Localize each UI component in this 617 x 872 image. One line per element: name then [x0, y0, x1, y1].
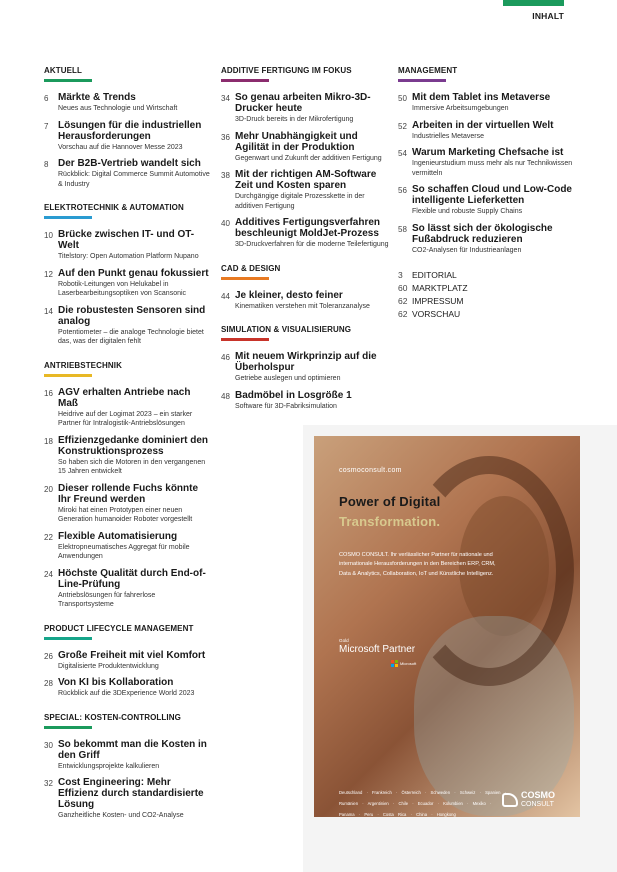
page-number: 46: [221, 353, 230, 362]
logo-word-2: CONSULT: [521, 801, 554, 808]
page-number: 3: [398, 270, 403, 280]
entry-title: So lässt sich der ökologische Fußabdruck reduzieren: [412, 222, 553, 245]
entry-subtitle: Flexible und robuste Supply Chains: [412, 208, 523, 215]
entry-subtitle: Vorschau auf die Hannover Messe 2023: [58, 143, 183, 151]
entry-title: Märkte & Trends: [58, 92, 136, 103]
header-accent-bar: [503, 0, 564, 6]
toc-entry[interactable]: [398, 223, 573, 256]
entry-title: Dieser rollende Fuchs könnte Ihr Freund werden: [58, 482, 199, 505]
section-color-line: [398, 79, 446, 82]
page-number: 48: [221, 391, 230, 401]
section-color-line: [221, 79, 269, 82]
entry-subtitle: Kinematiken verstehen mit Toleranzanalyse: [235, 302, 370, 310]
page-number: 52: [398, 121, 407, 131]
entry-title: Höchste Qualität durch End-of-Line-Prüfung: [58, 567, 206, 590]
microsoft-logo: [391, 660, 416, 667]
page-number: 28: [44, 679, 53, 688]
page-number: 62: [398, 296, 408, 306]
logo-word-1: COSMO: [521, 790, 556, 800]
entry-title: Mit neuem Wirkprinzip auf die Überholspur: [235, 351, 377, 373]
section-title: SPECIAL: KOSTEN-CONTROLLING: [44, 712, 181, 722]
entry-subtitle: Neues aus Technologie und Wirtschaft: [58, 105, 178, 112]
toc-column-3: [398, 66, 573, 321]
ad-countries: Deutschland · Frankreich · Österreich · Schweden · Schweiz · Spanien · Rumänien · Argentinien · Chile · Ecuador · Kolumbien · Mexiko · Panama · Peru · Costa Rica · China · Hongkong: [339, 790, 507, 817]
entry-title: Additives Fertigungsverfahren beschleunigt MoldJet-Prozess: [235, 217, 381, 239]
page-number: 54: [398, 149, 407, 158]
ad-portrait-image: [314, 436, 580, 817]
entry-subtitle: CO2-Analysen für Industrieanlagen: [412, 246, 522, 254]
section-title: ELEKTROTECHNIK & AUTOMATION: [44, 203, 184, 212]
entry-title: Badmöbel in Losgröße 1: [235, 389, 352, 401]
entry-subtitle: Industrielles Metaverse: [412, 132, 484, 140]
toc-section: [44, 203, 212, 347]
section-color-line: [44, 726, 92, 729]
page-number: 26: [44, 651, 53, 661]
entry-subtitle: 3D-Druckverfahren für die moderne Teilefertigung: [235, 241, 389, 248]
page-section-label: INHALT: [532, 11, 564, 21]
entry-title: Flexible Automatisierung: [58, 530, 178, 542]
toc-entry[interactable]: [44, 739, 212, 772]
misc-item[interactable]: [398, 269, 573, 282]
toc-entry[interactable]: [44, 92, 212, 114]
toc-entry[interactable]: [221, 92, 389, 125]
entry-subtitle: Heidrive auf der Logimat 2023 – ein starker Partner für Intralogistik-Antriebslösungen: [58, 410, 193, 427]
page-number: 6: [44, 94, 49, 103]
section-title: PRODUCT LIFECYCLE MANAGEMENT: [44, 623, 194, 633]
entry-subtitle: Miroki hat einen Prototypen einer neuen Generation humanoider Roboter vorgestellt: [58, 506, 193, 523]
entry-subtitle: Robotik-Leitungen von Helukabel in Laserbearbeitungsoptiken von Scansonic: [58, 280, 187, 297]
section-color-line: [221, 338, 269, 341]
page-number: 50: [398, 94, 407, 103]
entry-title: Je kleiner, desto feiner: [235, 289, 343, 301]
misc-label: IMPRESSUM: [412, 296, 464, 306]
entry-title: Effizienzgedanke dominiert den Konstruktionsprozess: [58, 434, 209, 457]
misc-item[interactable]: [398, 308, 573, 321]
toc-entry[interactable]: [221, 351, 389, 384]
toc-entry[interactable]: [221, 131, 389, 164]
entry-subtitle: Elektropneumatisches Aggregat für mobile Anwendungen: [58, 543, 190, 560]
toc-entry[interactable]: [221, 390, 389, 412]
entry-title: AGV erhalten Antriebe nach Maß: [58, 386, 191, 409]
toc-entry[interactable]: [44, 531, 212, 562]
page-number: 7: [44, 121, 49, 131]
ad-body-text: COSMO CONSULT. Ihr verlässlicher Partner für nationale und internationale Herausforderungen in den Bereichen ERP, CRM, Data & Analytics, Collaboration, IoT und Künstliche Intelligenz.: [339, 552, 496, 577]
entry-subtitle: Rückblick: Digital Commerce Summit Automotive & Industry: [58, 171, 210, 188]
entry-subtitle: Potentiometer – die analoge Technologie bietet das, was der digitalen fehlt: [58, 328, 204, 345]
entry-title: Auf den Punkt genau fokussiert: [58, 267, 209, 279]
toc-section: [44, 713, 212, 821]
page-number: 32: [44, 779, 53, 788]
entry-title: Von KI bis Kollaboration: [58, 677, 174, 688]
entry-subtitle: Antriebslösungen für fahrerlose Transportsysteme: [58, 591, 156, 608]
misc-item[interactable]: [398, 282, 573, 295]
toc-entry[interactable]: [398, 147, 573, 178]
page-number: 62: [398, 309, 408, 319]
entry-title: Lösungen für die industriellen Herausforderungen: [58, 119, 202, 142]
toc-entry[interactable]: [44, 483, 212, 525]
entry-title: Brücke zwischen IT- und OT-Welt: [58, 229, 195, 251]
section-color-line: [44, 79, 92, 82]
page-number: 56: [398, 186, 407, 195]
ad-headline: Power of Digital: [339, 494, 441, 509]
page-number: 44: [221, 291, 230, 301]
section-color-line: [44, 637, 92, 640]
entry-subtitle: Rückblick auf die 3DExperience World 2023: [58, 690, 195, 697]
page-number: 58: [398, 224, 407, 234]
toc-entry[interactable]: [398, 92, 573, 114]
ad-url[interactable]: cosmoconsult.com: [339, 467, 402, 474]
cloud-logo-icon: [502, 793, 518, 807]
toc-entry[interactable]: [44, 435, 212, 477]
page-number: 36: [221, 132, 230, 142]
toc-entry[interactable]: [221, 169, 389, 211]
entry-title: Der B2B-Vertrieb wandelt sich: [58, 158, 201, 169]
page-number: 18: [44, 436, 53, 446]
misc-list: [398, 269, 573, 321]
page-number: 60: [398, 283, 408, 293]
section-title: CAD & DESIGN: [221, 263, 281, 273]
section-color-line: [44, 216, 92, 219]
toc-entry[interactable]: [398, 120, 573, 142]
entry-title: So genau arbeiten Mikro-3D-Drucker heute: [235, 92, 371, 114]
page-number: 14: [44, 306, 53, 316]
toc-entry[interactable]: [44, 387, 212, 429]
toc-entry[interactable]: [44, 568, 212, 610]
toc-entry[interactable]: [44, 158, 212, 189]
entry-title: Große Freiheit mit viel Komfort: [58, 649, 206, 661]
advertisement[interactable]: [303, 425, 617, 872]
section-color-line: [44, 374, 92, 377]
toc-section: [221, 66, 389, 250]
entry-subtitle: Ganzheitliche Kosten- und CO2-Analyse: [58, 812, 184, 819]
entry-title: Die robustesten Sensoren sind analog: [58, 304, 206, 327]
toc-section: [398, 66, 573, 255]
section-title: ADDITIVE FERTIGUNG IM FOKUS: [221, 66, 352, 75]
page-number: 8: [44, 160, 49, 169]
entry-subtitle: Titelstory: Open Automation Platform Nupano: [58, 253, 199, 260]
entry-subtitle: Durchgängige digitale Prozesskette in der additiven Fertigung: [235, 193, 365, 210]
entry-subtitle: Immersive Arbeitsumgebungen: [412, 105, 509, 112]
entry-subtitle: 3D-Druck bereits in der Mikrofertigung: [235, 116, 354, 123]
toc-entry[interactable]: [44, 677, 212, 699]
toc-section: [221, 325, 389, 411]
page-number: 12: [44, 269, 53, 279]
page-number: 24: [44, 569, 53, 579]
entry-subtitle: Digitalisierte Produktentwicklung: [58, 662, 159, 670]
toc-column-1: [44, 66, 212, 835]
page-number: 30: [44, 740, 53, 750]
entry-title: Mehr Unabhängigkeit und Agilität in der Produktion: [235, 130, 358, 153]
entry-subtitle: Ingenieurstudium muss mehr als nur Technikwissen vermitteln: [412, 160, 573, 177]
misc-label: MARKTPLATZ: [412, 283, 468, 293]
entry-title: Cost Engineering: Mehr Effizienz durch standardisierte Lösung: [58, 777, 204, 810]
section-title: SIMULATION & VISUALISIERUNG: [221, 325, 352, 334]
ad-partner-label: Microsoft Partner: [339, 644, 416, 655]
toc-section: [44, 624, 212, 699]
toc-entry[interactable]: [221, 217, 389, 250]
section-title: MANAGEMENT: [398, 66, 458, 75]
entry-title: Mit dem Tablet ins Metaverse: [412, 92, 551, 103]
toc-section: [44, 66, 212, 189]
misc-label: VORSCHAU: [412, 309, 461, 319]
entry-subtitle: Gegenwart und Zukunft der additiven Fertigung: [235, 154, 382, 162]
misc-label: EDITORIAL: [412, 270, 457, 280]
toc-section: [221, 264, 389, 312]
entry-subtitle: Entwicklungsprojekte kalkulieren: [58, 762, 160, 770]
page-number: 22: [44, 532, 53, 542]
page-number: 10: [44, 231, 53, 240]
entry-title: Warum Marketing Chefsache ist: [412, 147, 564, 158]
entry-title: So schaffen Cloud und Low-Code intelligente Lieferketten: [412, 184, 572, 206]
entry-subtitle: So haben sich die Motoren in den vergangenen 15 Jahren entwickelt: [58, 458, 206, 475]
ad-gold-label: Gold: [339, 638, 349, 643]
toc-entry[interactable]: [44, 268, 212, 299]
toc-entry[interactable]: [398, 184, 573, 217]
entry-title: So bekommt man die Kosten in den Griff: [58, 738, 207, 761]
page-number: 16: [44, 388, 53, 398]
entry-title: Mit der richtigen AM-Software Zeit und Kosten sparen: [235, 169, 377, 191]
toc-entry[interactable]: [44, 777, 212, 821]
page-number: 40: [221, 219, 230, 228]
toc-section: [44, 361, 212, 610]
section-title: AKTUELL: [44, 66, 83, 75]
section-color-line: [221, 277, 269, 280]
toc-entry[interactable]: [44, 120, 212, 153]
entry-subtitle: Getriebe auslegen und optimieren: [235, 375, 341, 382]
toc-entry[interactable]: [221, 290, 389, 312]
entry-title: Arbeiten in der virtuellen Welt: [412, 119, 554, 131]
cosmo-consult-logo: [502, 791, 555, 809]
toc-entry[interactable]: [44, 650, 212, 672]
toc-entry[interactable]: [44, 305, 212, 347]
entry-subtitle: Software für 3D-Fabriksimulation: [235, 402, 337, 410]
toc-entry[interactable]: [44, 229, 212, 262]
page-number: 34: [221, 94, 230, 103]
page-number: 38: [221, 171, 230, 180]
microsoft-grid-icon: [391, 660, 398, 667]
toc-column-2: [221, 66, 389, 425]
ad-headline-accent: Transformation.: [339, 514, 441, 529]
section-title: ANTRIEBSTECHNIK: [44, 360, 122, 370]
microsoft-logo-text: Microsoft: [400, 661, 417, 666]
misc-item[interactable]: [398, 295, 573, 308]
page-number: 20: [44, 484, 53, 494]
